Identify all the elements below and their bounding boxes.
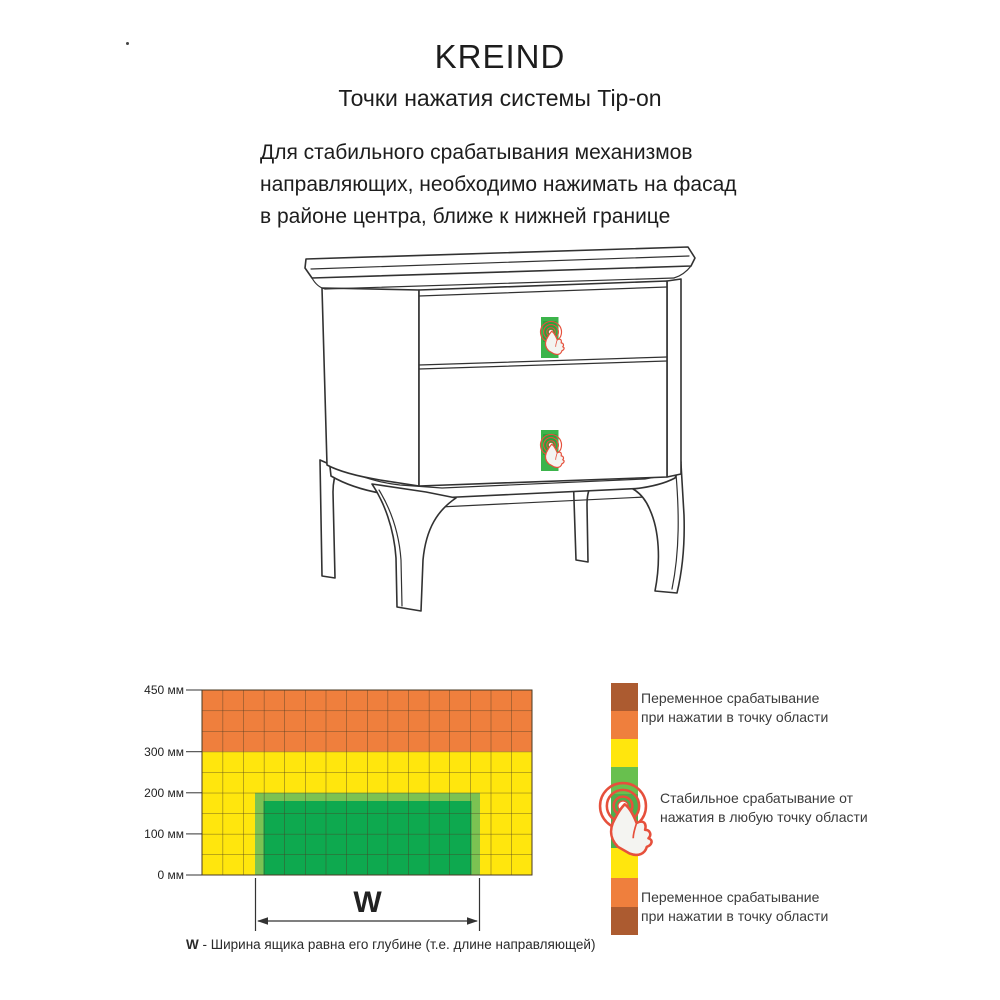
width-caption-bold: W: [186, 937, 199, 952]
legend-label-middle: [660, 789, 868, 827]
nightstand-drawing: [305, 247, 695, 611]
legend-seg-brown-bottom: [611, 907, 638, 935]
width-dimension-label: W: [353, 886, 382, 919]
axis-label-300: 300 мм: [144, 744, 184, 759]
axis-label-200: 200 мм: [144, 785, 184, 800]
legend-label-middle-line2: нажатия в любую точку области: [660, 809, 868, 825]
legend-label-bottom-line1: Переменное срабатывание: [641, 889, 820, 905]
page-subtitle: Точки нажатия системы Tip-on: [338, 85, 662, 111]
grid-lines: [202, 690, 532, 875]
legend-label-top-line1: Переменное срабатывание: [641, 690, 820, 706]
legend-label-top: [641, 689, 828, 727]
legend-seg-brown-top: [611, 683, 638, 711]
legend-seg-orange-bottom: [611, 878, 638, 907]
description-line-3: в районе центра, ближе к нижней границе: [260, 205, 671, 228]
legend-label-top-line2: при нажатии в точку области: [641, 709, 829, 725]
axis-label-0: 0 мм: [157, 868, 184, 882]
legend-label-bottom: [641, 888, 828, 926]
description-line-2: направляющих, необходимо нажимать на фасад: [260, 173, 737, 196]
nightstand-top-cove-right: [674, 266, 691, 278]
width-caption: [186, 937, 595, 952]
legend-label-middle-line1: Стабильное срабатывание от: [660, 790, 854, 806]
nightstand-right-edge: [667, 279, 681, 477]
axis-ticks: [186, 690, 202, 875]
nightstand-left-side-panel: [322, 288, 419, 486]
nightstand-front-left-leg: [372, 484, 456, 611]
legend-seg-yellow-top: [611, 739, 638, 767]
brand-title: KREIND: [434, 38, 566, 75]
axis-label-450: 450 мм: [144, 683, 184, 697]
description-line-1: Для стабильного срабатывания механизмов: [260, 141, 693, 164]
legend-seg-orange-top: [611, 711, 638, 739]
legend-label-bottom-line2: при нажатии в точку области: [641, 908, 829, 924]
axis-label-100: 100 мм: [144, 826, 184, 841]
width-caption-text: - Ширина ящика равна его глубине (т.е. длине направляющей): [198, 937, 596, 952]
